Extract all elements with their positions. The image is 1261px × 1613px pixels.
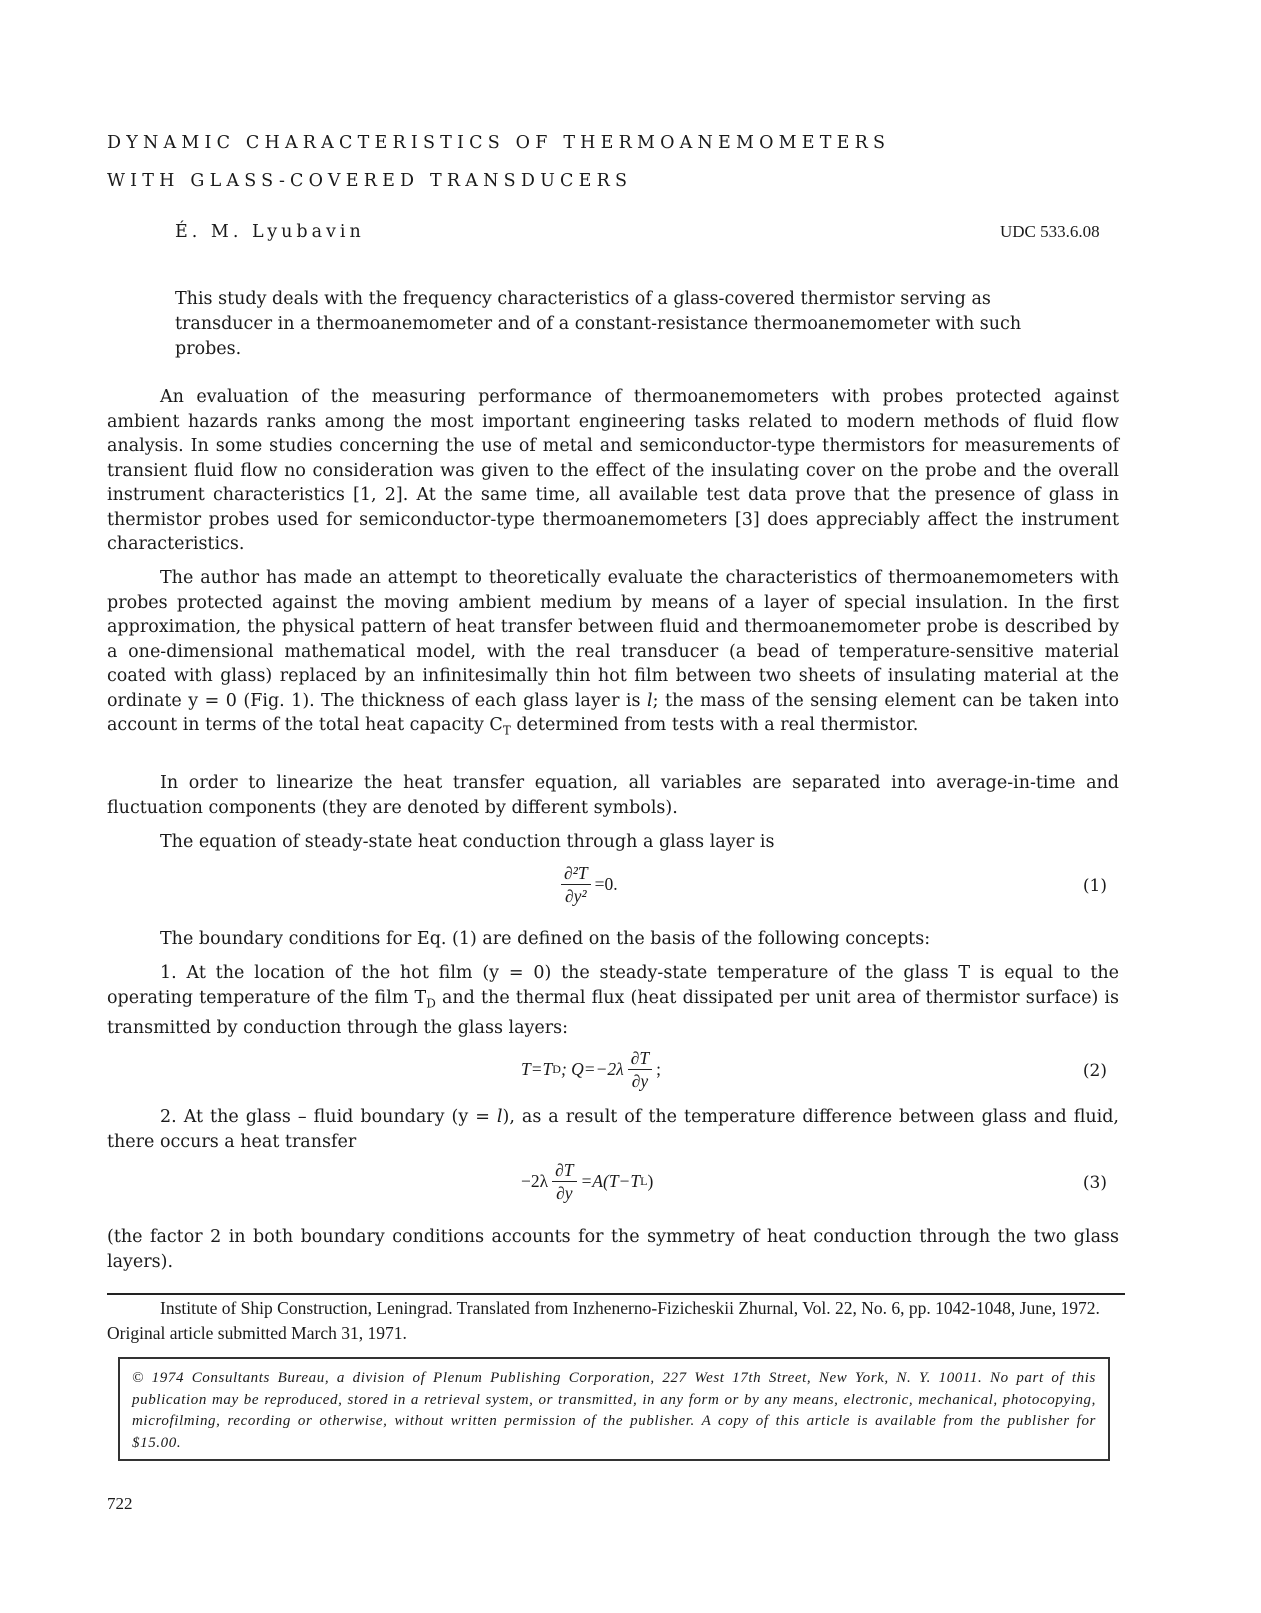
paragraph-1 xyxy=(107,385,1119,557)
eq3-numerator: ∂T xyxy=(552,1159,576,1182)
eq3-rhs-subscript: L xyxy=(640,1174,648,1188)
film-temp-subscript: D xyxy=(426,996,436,1010)
eq2-numerator: ∂T xyxy=(628,1047,652,1070)
paragraph-6-text-a: 1. At the location of the hot film (y = 0) the steady-state temperature of the glass T is equal to the operating temperature of the film T xyxy=(107,963,1119,1008)
page-number: 722 xyxy=(107,1494,133,1513)
copyright-text: © 1974 Consultants Bureau, a division of Plenum Publishing Corporation, 227 West 17th Street, New York, N. Y. 10011. No part of this publication may be reproduced, stored in a retrieval system, or transmitted, in any form or by any means, electronic, mechanical, photocopying, microfilming, recording or otherwise, without written permission of the publisher. A copy of this article is available from the publisher for $15.00. xyxy=(132,1370,1096,1451)
copyright-box xyxy=(118,1357,1110,1461)
paragraph-8: (the factor 2 in both boundary conditions accounts for the symmetry of heat conduction through the two glass layers). xyxy=(107,1227,1119,1272)
eq3-rhs-end: ) xyxy=(647,1171,654,1191)
paragraph-3-text: In order to linearize the heat transfer equation, all variables are separated into average-in-time and fluctuation components (they are denoted by different symbols). xyxy=(107,773,1119,818)
paragraph-5-text: The boundary conditions for Eq. (1) are defined on the basis of the following concepts: xyxy=(160,929,931,949)
eq2-rhs: ; xyxy=(656,1059,662,1079)
paragraph-7 xyxy=(107,1105,1119,1154)
eq2-number: (2) xyxy=(1082,1061,1107,1081)
heat-capacity-subscript: T xyxy=(502,723,511,738)
paragraph-6 xyxy=(107,961,1119,1040)
eq3-rhs: =A(T−T xyxy=(580,1171,641,1191)
udc-code: UDC 533.6.08 xyxy=(1000,222,1100,241)
equation-2 xyxy=(107,1047,1107,1099)
eq1-rhs: =0. xyxy=(594,874,618,894)
paragraph-4-text: The equation of steady-state heat conduction through a glass layer is xyxy=(160,832,775,852)
eq2-denominator: ∂y xyxy=(631,1071,649,1091)
equation-1 xyxy=(107,862,1107,914)
paragraph-4 xyxy=(107,830,1119,855)
footnote-text: Institute of Ship Construction, Leningrad. Translated from Inzhenerno-Fizicheskii Zhurnal, Vol. 22, No. 6, pp. 1042-1048, June, 1972. Original article submitted March 31, 1971. xyxy=(107,1298,1100,1343)
paragraph-7-text-a: 2. At the glass – fluid boundary (y = xyxy=(160,1107,497,1127)
author: É. M. Lyubavin xyxy=(175,222,365,242)
eq2-lhs-subscript: D xyxy=(552,1062,561,1076)
equation-3 xyxy=(107,1159,1107,1211)
eq2-fraction xyxy=(628,1047,652,1092)
eq1-number: (1) xyxy=(1082,876,1107,896)
paragraph-7-text-b: ), as a result of the temperature difference between glass and fluid, there occurs a heat transfer xyxy=(107,1107,1119,1152)
eq2-lhs: T=T xyxy=(521,1059,553,1079)
paragraph-6-text-b: and the thermal flux (heat dissipated per unit area of thermistor surface) is transmitted by conduction through the glass layers: xyxy=(107,987,1119,1038)
eq3-number: (3) xyxy=(1082,1173,1107,1193)
boundary-thickness-symbol: l xyxy=(496,1107,503,1127)
glass-thickness-symbol: l xyxy=(647,690,653,711)
footnote-divider xyxy=(107,1293,1125,1295)
paragraph-3 xyxy=(107,771,1119,820)
eq3-denominator: ∂y xyxy=(556,1183,573,1203)
paragraph-1-text: An evaluation of the measuring performance of thermoanemometers with probes protected against ambient hazards ranks among the most important engineering tasks related to modern methods of fluid flow analysis. In some studies concerning the use of metal and semiconductor-type thermistors for measurements of transient fluid flow no consideration was given to the effect of the insulating cover on the probe and the overall instrument characteristics [1, 2]. At the same time, all available test data prove that the presence of glass in thermistor probes used for semiconductor-type thermoanemometers [3] does appreciably affect the instrument characteristics. xyxy=(107,387,1119,554)
eq2-mid: ; Q=−2λ xyxy=(560,1059,624,1079)
eq3-fraction xyxy=(552,1159,576,1204)
eq1-numerator: ∂²T xyxy=(561,862,591,885)
eq3-lhs: −2λ xyxy=(521,1171,549,1191)
footnote xyxy=(107,1296,1119,1346)
paragraph-2 xyxy=(107,566,1119,743)
eq1-fraction xyxy=(561,862,591,907)
paragraph-2-text-a: The author has made an attempt to theoretically evaluate the characteristics of thermoanemometers with probes protected against the moving ambient medium by means of a layer of special insulation. In the first approximation, the physical pattern of heat transfer between fluid and thermoanemometer probe is described by a one-dimensional mathematical model, with the real transducer (a bead of temperature-sensitive material coated with glass) replaced by an infinitesimally thin hot film between two sheets of insulating material at the ordinate y = 0 (Fig. 1). The thickness of each glass layer is xyxy=(107,568,1119,711)
title-line-1: DYNAMIC CHARACTERISTICS OF THERMOANEMOMETERS xyxy=(107,133,891,153)
paragraph-2-text-b: ; the mass of the sensing element can be taken into account in terms of the total heat capacity C xyxy=(107,690,1119,735)
title-line-2: WITH GLASS-COVERED TRANSDUCERS xyxy=(107,171,633,191)
eq1-denominator: ∂y² xyxy=(564,886,587,906)
paragraph-2-text-c: determined from tests with a real thermistor. xyxy=(510,715,919,735)
abstract: This study deals with the frequency characteristics of a glass-covered thermistor serving as transducer in a thermoanemometer and of a constant-resistance thermoanemometer with such probes. xyxy=(175,289,1022,359)
paragraph-5 xyxy=(107,927,1119,952)
